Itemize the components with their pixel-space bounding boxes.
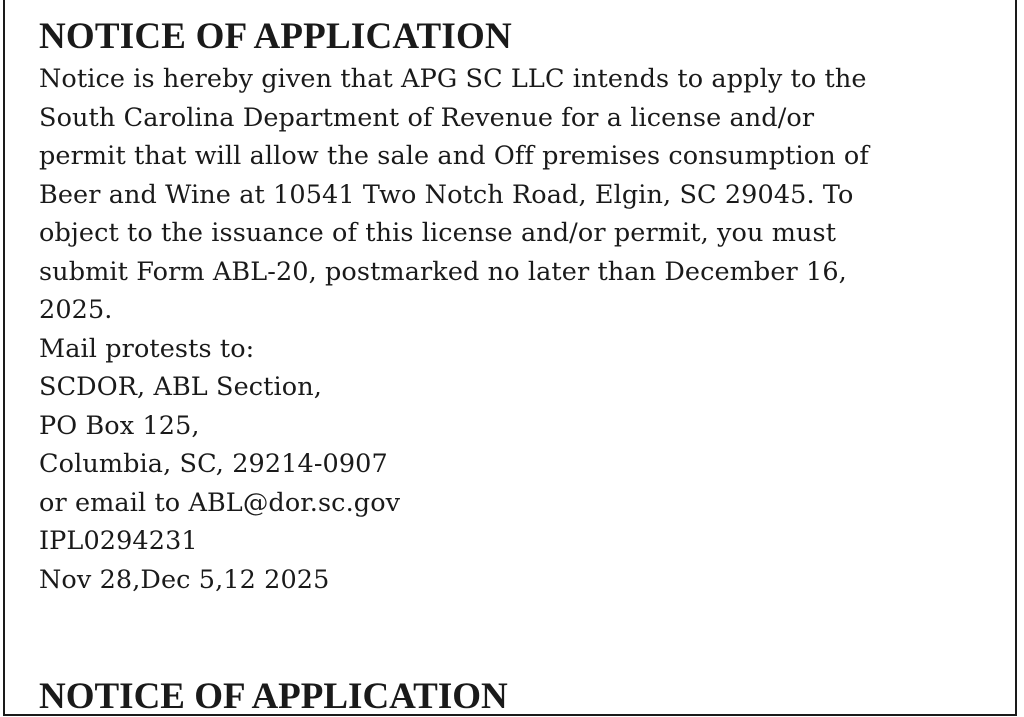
publication-dates: Nov 28,Dec 5,12 2025 [39, 564, 330, 595]
notice-line: object to the issuance of this license and/or permit, you must [39, 218, 837, 248]
notice-id: IPL0294231 [39, 526, 198, 556]
notice-line: South Carolina Department of Revenue for a license and/or [39, 102, 815, 133]
notice-title: NOTICE OF APPLICATION [39, 16, 512, 57]
notice-line: submit Form ABL-20, postmarked no later than December 16, [39, 256, 847, 287]
notice-line: Beer and Wine at 10541 Two Notch Road, Elgin, SC 29045. To [39, 179, 854, 210]
address-line: PO Box 125, [39, 410, 200, 441]
email-line: or email to ABL@dor.sc.gov [39, 487, 401, 518]
notice-line: 2025. [39, 295, 113, 325]
notice-line: permit that will allow the sale and Off premises consumption of [39, 141, 869, 171]
address-line: SCDOR, ABL Section, [39, 372, 322, 402]
notice-content [39, 16, 984, 599]
notice-line: Notice is hereby given that APG SC LLC intends to apply to the [39, 64, 867, 94]
next-notice-title: NOTICE OF APPLICATION [39, 676, 508, 717]
mail-protests-label: Mail protests to: [39, 333, 255, 364]
address-line: Columbia, SC, 29214-0907 [39, 449, 388, 479]
notice-body [39, 60, 984, 599]
